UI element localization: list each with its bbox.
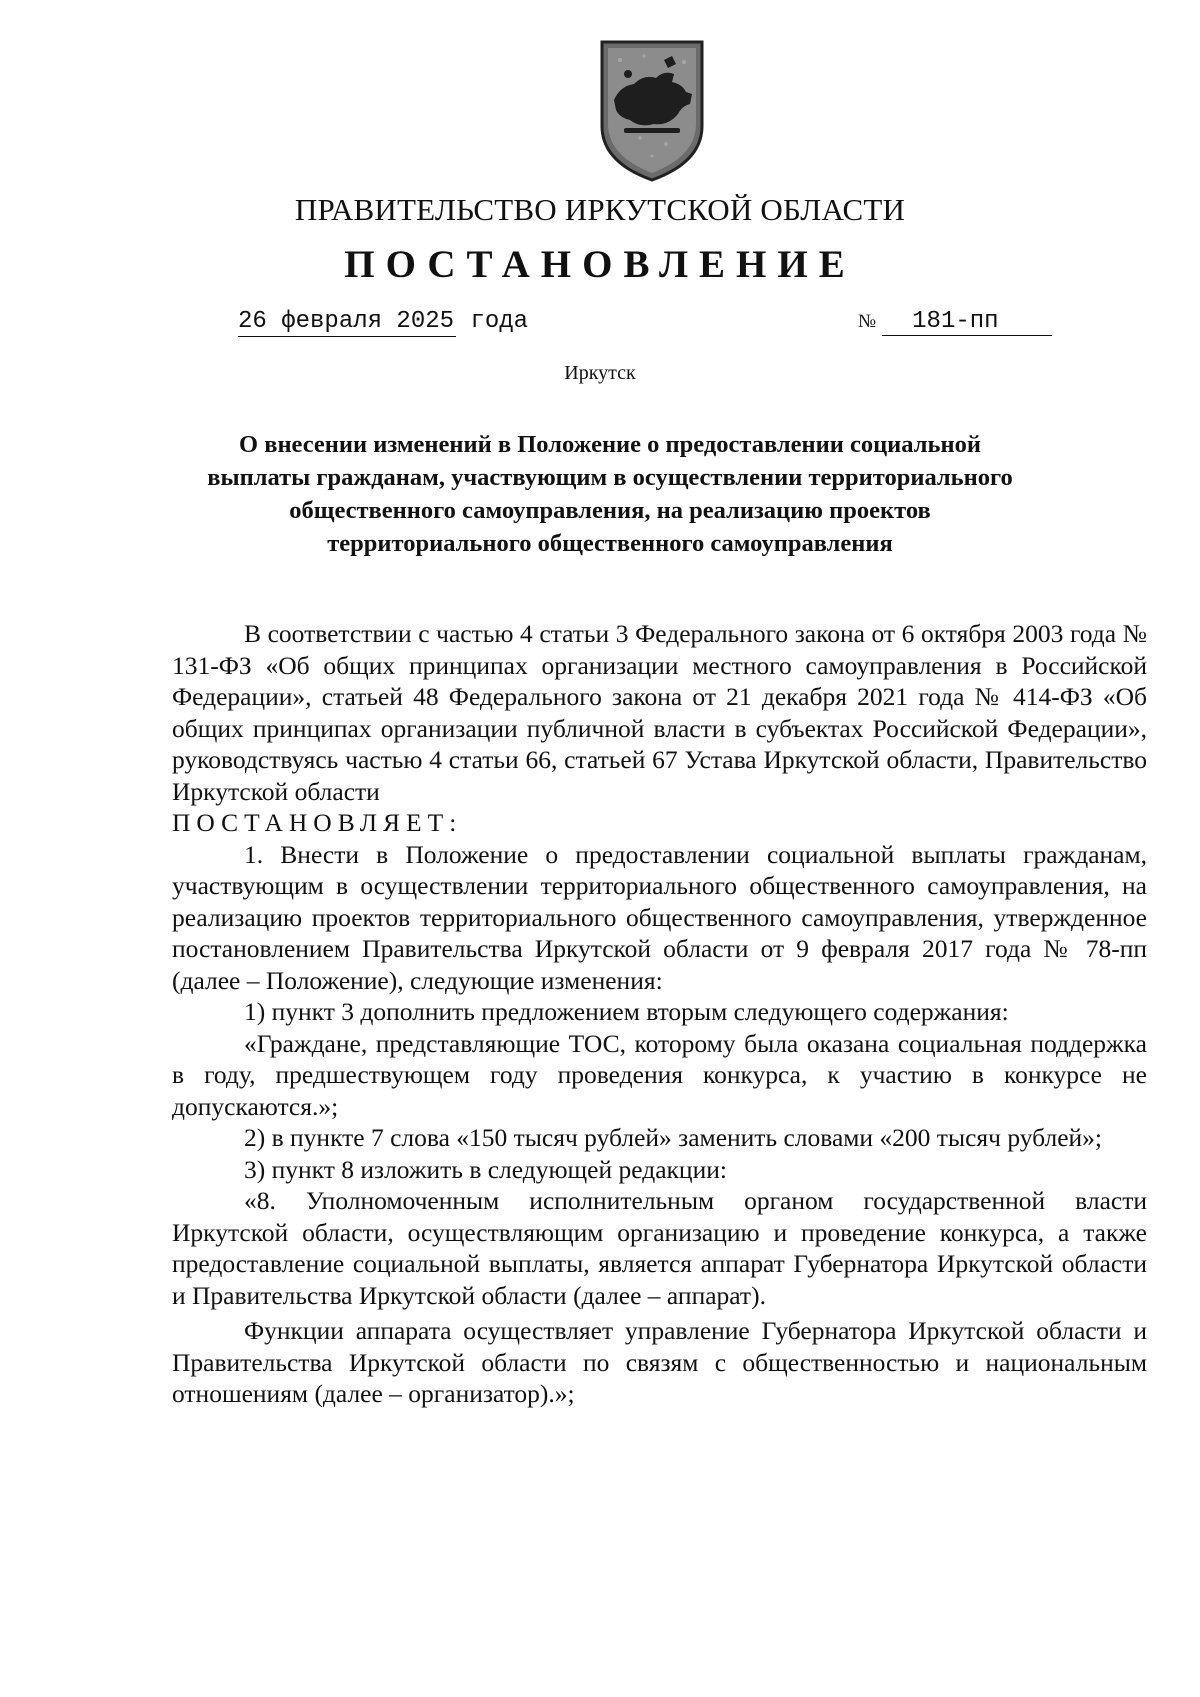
document-date (238, 308, 528, 337)
number-sign: № (858, 311, 877, 332)
subitem-3-quote-part-1: «8. Уполномоченным исполнительным органом государственной власти Иркутской области, осуществляющим организацию и проведение конкурса, а также предоставление социальной выплаты, является аппарат Губернатора Иркутской области и Правительства Иркутской области (далее – аппарат). (172, 1186, 1147, 1310)
subitem-2-paragraph: 2) в пункте 7 слова «150 тысяч рублей» заменить словами «200 тысяч рублей»; (244, 1123, 1103, 1152)
title-line: выплаты гражданам, участвующим в осуществлении территориального (207, 464, 1013, 491)
city-name: Иркутск (564, 362, 636, 384)
coat-of-arms-icon (594, 34, 710, 184)
document-number (858, 308, 1052, 336)
number-value: 181-пп (882, 308, 1052, 336)
title-line: общественного самоуправления, на реализацию проектов (289, 497, 931, 524)
subitem-1-paragraph: 1) пункт 3 дополнить предложением вторым следующего содержания: (244, 997, 1009, 1026)
resolves-heading: ПОСТАНОВЛЯЕТ: (172, 808, 463, 837)
date-value: 26 февраля 2025 (238, 308, 455, 335)
preamble-paragraph: В соответствии с частью 4 статьи 3 Федерального закона от 6 октября 2003 года № 131-ФЗ «Об общих принципах организации местного самоуправления в Российской Федерации», статьей 48 Федерального закона от 21 декабря 2021 года № 414-ФЗ «Об общих принципах организации публичной власти в субъектах Российской Федерации», руководствуясь частью 4 статьи 66, статьей 67 Устава Иркутской области, Правительство Иркутской области (172, 619, 1147, 806)
subitem-3-quote-part-2: Функции аппарата осуществляет управление Губернатора Иркутской области и Правительства Иркутской области по связям с общественностью и национальным отношениям (далее – организатор).»; (172, 1316, 1147, 1408)
title-line: территориального общественного самоуправления (327, 530, 893, 557)
title-line: О внесении изменений в Положение о предоставлении социальной (239, 431, 981, 458)
date-suffix: года (470, 308, 529, 335)
subitem-3-paragraph: 3) пункт 8 изложить в следующей редакции: (244, 1154, 727, 1184)
subitem-1-quote: «Граждане, представляющие ТОС, которому была оказана социальная поддержка в году, предшествующем году проведения конкурса, к участию в конкурсе не допускаются.»; (172, 1028, 1147, 1121)
document-type: ПОСТАНОВЛЕНИЕ (344, 243, 856, 286)
document-body (172, 618, 1147, 1410)
document-title (180, 428, 1040, 560)
government-name: ПРАВИТЕЛЬСТВО ИРКУТСКОЙ ОБЛАСТИ (294, 192, 906, 227)
item-1-paragraph: 1. Внести в Положение о предоставлении социальной выплаты гражданам, участвующим в осуществлении территориального общественного самоуправления, на реализацию проектов территориального общественного самоуправления, утвержденное постановлением Правительства Иркутской области от 9 февраля 2017 года № 78-пп (далее – Положение), следующие изменения: (172, 839, 1147, 995)
